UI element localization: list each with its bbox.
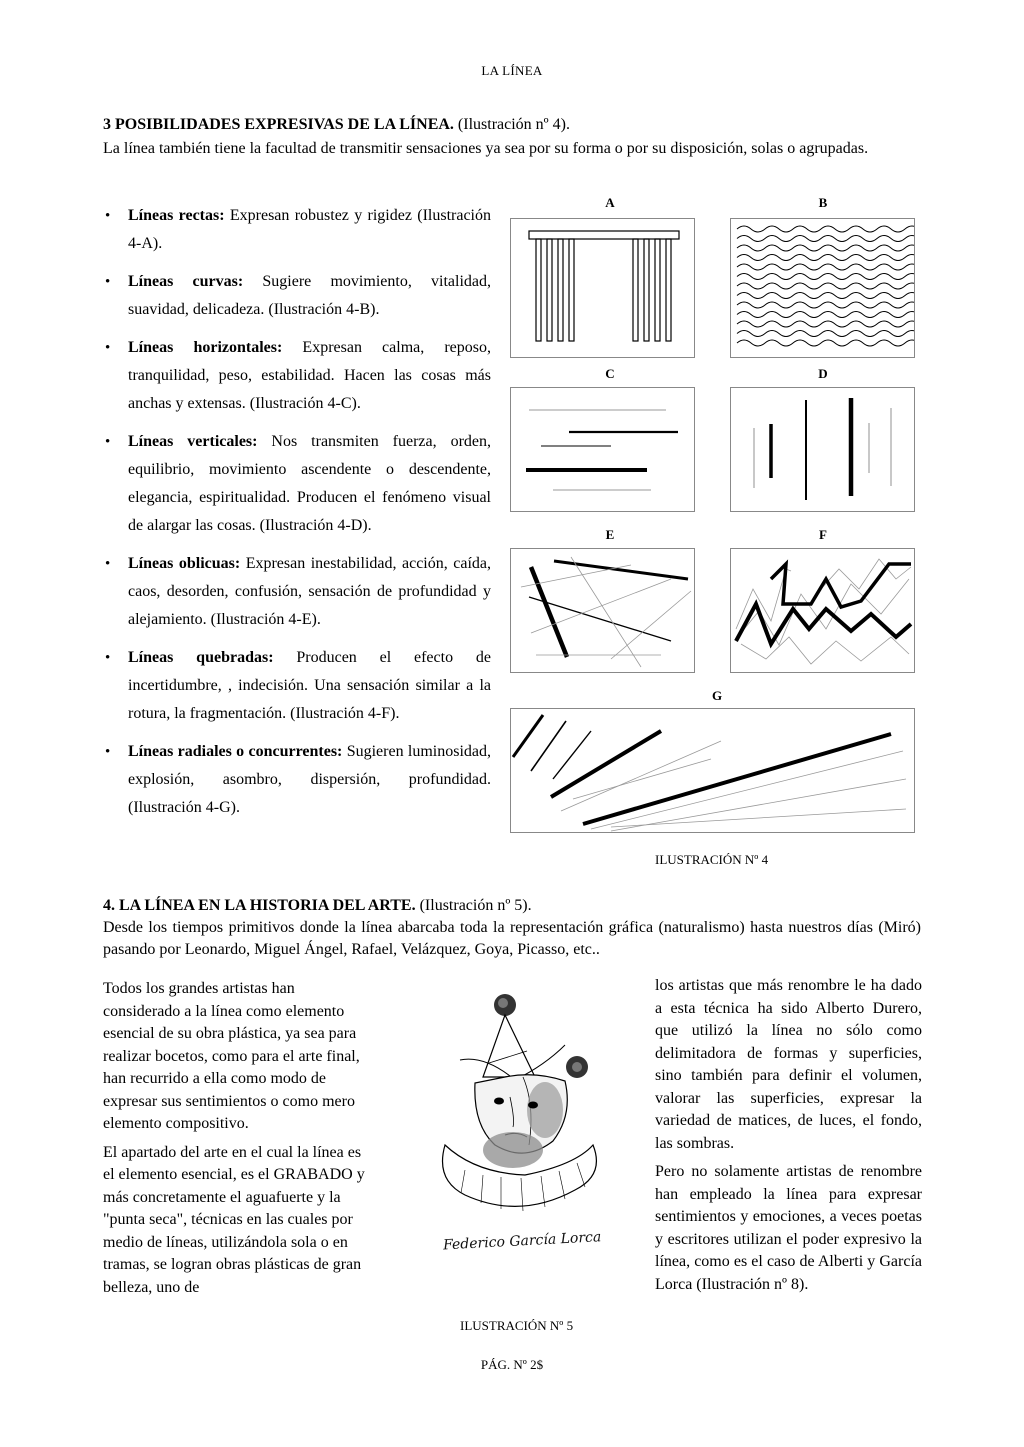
wave-line bbox=[737, 312, 914, 318]
paragraph: los artistas que más renombre le ha dado a esta técnica ha sido Alberto Durero, que utilizó la línea no sólo como delimitadora de formas y superficies, sino también para definir el volumen, valorar las superficies, expresar la variedad de matices, de luces, el fondo, las sombras. bbox=[655, 977, 922, 1152]
wave-line bbox=[737, 264, 914, 270]
figure-label-a: A bbox=[605, 195, 615, 210]
bullet-term: Líneas verticales: bbox=[128, 433, 258, 450]
list-item bbox=[103, 334, 491, 418]
wave-line bbox=[737, 245, 914, 251]
paragraph: El apartado del arte en el cual la línea es el elemento esencial, es el GRABADO y más concretamente el aguafuerte y la "punta seca", técnicas en las cuales por medio de líneas, utilizándola sola o en tramas, se logran obras plásticas de gran belleza, uno de bbox=[103, 1143, 365, 1296]
figure-label-g: G bbox=[711, 688, 723, 703]
curved-lines-graphic bbox=[731, 219, 914, 357]
figure-label-d: D bbox=[818, 366, 828, 381]
figure-label-e: E bbox=[605, 527, 615, 542]
panel-f-broken-lines bbox=[730, 548, 915, 673]
bullet-term: Líneas rectas: bbox=[128, 207, 225, 224]
lorca-signature: Federico García Lorca bbox=[442, 1229, 602, 1254]
wave-line bbox=[737, 236, 914, 242]
wave-line bbox=[737, 226, 914, 232]
bullet-text: Sugieren luminosidad, explosión, asombro, dispersión, profundidad. (Ilustración 4-G). bbox=[128, 743, 491, 816]
list-item bbox=[103, 268, 491, 324]
panel-a-straight-lines bbox=[510, 218, 695, 358]
bullet-text: Sugiere movimiento, vitalidad, suavidad, delicadeza. (Ilustración 4-B). bbox=[128, 273, 491, 318]
paragraph: Todos los grandes artistas han considerado a la línea como elemento esencial de su obra plástica, ya sea para realizar bocetos, como para el arte final, han recurrido a ella como modo de expresar sus sentimientos o como mero elemento compositivo. bbox=[103, 980, 360, 1132]
figure-label-b: B bbox=[818, 195, 828, 210]
bullet-term: Líneas horizontales: bbox=[128, 339, 283, 356]
figure-label-c: C bbox=[605, 366, 615, 381]
broken-lines-graphic bbox=[731, 549, 914, 672]
wave-line bbox=[737, 340, 914, 346]
section-3-intro: La línea también tiene la facultad de transmitir sensaciones ya sea por su forma o por su disposición, solas o agrupadas. bbox=[103, 140, 869, 157]
page-header: LA LÍNEA bbox=[481, 63, 543, 78]
radial-lines-graphic bbox=[511, 709, 914, 832]
bullet-text: Expresan calma, reposo, tranquilidad, peso, estabilidad. Hacen las cosas más anchas y extensas. (Ilustración 4-C). bbox=[128, 339, 492, 412]
figure-label-f: F bbox=[819, 527, 827, 542]
panel-c-horizontal-lines bbox=[510, 387, 695, 512]
lorca-drawing bbox=[425, 985, 620, 1285]
wave-line bbox=[737, 321, 914, 327]
list-item bbox=[103, 428, 491, 540]
list-item bbox=[103, 738, 491, 822]
page-number: PÁG. Nº 2$ bbox=[480, 1357, 544, 1372]
list-item bbox=[103, 550, 491, 634]
bullet-term: Líneas quebradas: bbox=[128, 649, 274, 666]
horizontal-lines-graphic bbox=[511, 388, 694, 511]
section-4-title-ref: (Ilustración nº 5). bbox=[415, 897, 532, 914]
section-4-intro: Desde los tiempos primitivos donde la línea abarcaba toda la representación gráfica (naturalismo) hasta nuestros días (Miró) pasando por Leonardo, Miguel Ángel, Rafael, Velázquez, Goya, Picasso, etc.. bbox=[103, 919, 921, 958]
oblique-lines-graphic bbox=[511, 549, 694, 672]
bullet-term: Líneas radiales o concurrentes: bbox=[128, 743, 343, 760]
bullet-text: Expresan inestabilidad, acción, caída, caos, desorden, confusión, sensación de profundidad y alejamiento. (Ilustración 4-E). bbox=[128, 555, 492, 628]
expressive-lines-list bbox=[103, 202, 491, 832]
left-text-column bbox=[103, 978, 369, 1305]
wave-line bbox=[737, 274, 914, 280]
bullet-text: Expresan robustez y rigidez (Ilustración 4-A). bbox=[128, 207, 492, 252]
straight-lines-graphic bbox=[511, 219, 694, 357]
bullet-text: Nos transmiten fuerza, orden, equilibrio, movimiento ascendente o descendente, elegancia, espiritualidad. Producen el fenómeno visual de alargar las cosas. (Ilustración 4-D). bbox=[128, 433, 491, 534]
illustration-5-caption: ILUSTRACIÓN Nº 5 bbox=[460, 1318, 574, 1333]
list-item bbox=[103, 202, 491, 258]
section-3-title-ref: (Ilustración nº 4). bbox=[453, 116, 570, 133]
wave-line bbox=[737, 283, 914, 289]
right-text-column bbox=[655, 975, 922, 1302]
bullet-term: Líneas oblicuas: bbox=[128, 555, 241, 572]
panel-b-curved-lines bbox=[730, 218, 915, 358]
section-3-heading bbox=[103, 116, 923, 134]
section-4-heading bbox=[103, 897, 923, 915]
wave-line bbox=[737, 331, 914, 337]
section-4-title: 4. LA LÍNEA EN LA HISTORIA DEL ARTE. bbox=[103, 897, 416, 914]
illustration-4-caption: ILUSTRACIÓN Nº 4 bbox=[655, 852, 769, 867]
paragraph: Pero no solamente artistas de renombre han empleado la línea para expresar sentimientos y emociones, a veces poetas y escritores utilizan el poder expresivo la línea, como es el caso de Alberti y García Lorca (Ilustración nº 8). bbox=[655, 1163, 922, 1293]
section-3-title: 3 POSIBILIDADES EXPRESIVAS DE LA LÍNEA. bbox=[103, 116, 454, 133]
list-item bbox=[103, 644, 491, 728]
panel-d-vertical-lines bbox=[730, 387, 915, 512]
vertical-lines-graphic bbox=[731, 388, 914, 511]
panel-g-radial-lines bbox=[510, 708, 915, 833]
bullet-text: Producen el efecto de incertidumbre, , indecisión. Una sensación similar a la rotura, la fragmentación. (Ilustración 4-F). bbox=[128, 649, 491, 722]
wave-line bbox=[737, 255, 914, 261]
panel-e-oblique-lines bbox=[510, 548, 695, 673]
wave-line bbox=[737, 293, 914, 299]
wave-line bbox=[737, 302, 914, 308]
bullet-term: Líneas curvas: bbox=[128, 273, 244, 290]
